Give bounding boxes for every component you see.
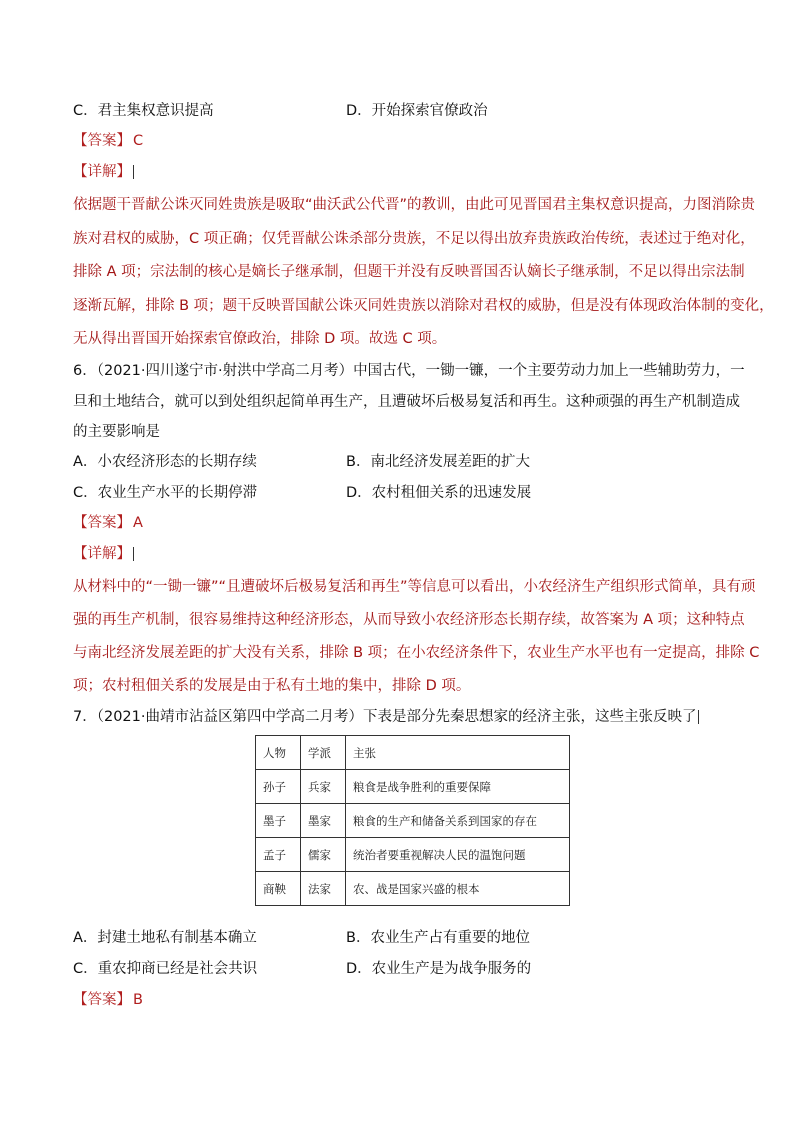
table-cell: 统治者要重视解决人民的温饱问题 (346, 838, 570, 872)
q7-option-d: D．农业生产是为战争服务的 (346, 961, 532, 977)
detail-label: 【详解】 (73, 546, 131, 562)
table-cell: 墨子 (256, 804, 301, 838)
table-cell: 粮食是战争胜利的重要保障 (346, 770, 570, 804)
q7-option-c: C．重农抑商已经是社会共识 (73, 961, 258, 977)
q5-option-c: C．君主集权意识提高 (73, 103, 214, 119)
text-cursor (133, 165, 134, 179)
text-cursor (698, 710, 699, 724)
table-row (256, 838, 570, 872)
table-header-cell: 主张 (346, 736, 570, 770)
q7-stem (73, 707, 699, 727)
text-cursor (133, 547, 134, 561)
table-row (256, 804, 570, 838)
table-cell: 孙子 (256, 770, 301, 804)
q7-table (255, 735, 570, 906)
q5-explanation-line: 依据题干晋献公诛灭同姓贵族是吸取“曲沃武公代晋”的教训，由此可见晋国君主集权意识提高，力图消除贵 (73, 197, 756, 213)
detail-label: 【详解】 (73, 164, 131, 180)
table-cell: 兵家 (301, 770, 346, 804)
answer-value: C (133, 133, 144, 149)
q6-explanation-line: 强的再生产机制，很容易维持这种经济形态，从而导致小农经济形态长期存续，故答案为 A 项；这种特点 (73, 612, 745, 628)
q5-answer (73, 131, 143, 151)
q6-option-b: B．南北经济发展差距的扩大 (346, 454, 530, 470)
q6-detail-label (73, 544, 134, 564)
table-cell: 儒家 (301, 838, 346, 872)
q5-explanation-line: 逐渐瓦解，排除 B 项；题干反映晋国献公诛灭同姓贵族以消除对君权的威胁，但是没有体现政治体制的变化， (73, 298, 774, 314)
q7-answer (73, 990, 143, 1010)
q5-explanation-line: 排除 A 项；宗法制的核心是嫡长子继承制，但题干并没有反映晋国否认嫡长子继承制，不足以得出宗法制 (73, 264, 745, 280)
q5-explanation-line: 无从得出晋国开始探索官僚政治，排除 D 项。故选 C 项。 (73, 331, 447, 347)
table-header-cell: 人物 (256, 736, 301, 770)
table-cell: 墨家 (301, 804, 346, 838)
q6-option-d: D．农村租佃关系的迅速发展 (346, 485, 532, 501)
table-cell: 孟子 (256, 838, 301, 872)
q5-option-d: D．开始探索官僚政治 (346, 103, 488, 119)
table-row (256, 770, 570, 804)
q6-explanation-line: 项；农村租佃关系的发展是由于私有土地的集中，排除 D 项。 (73, 678, 471, 694)
answer-value: A (133, 515, 143, 531)
q6-explanation-line: 从材料中的“一锄一镰”“且遭破坏后极易复活和再生”等信息可以看出，小农经济生产组织形式简单，具有顽 (73, 579, 756, 595)
q7-option-a: A．封建土地私有制基本确立 (73, 930, 257, 946)
table-row (256, 872, 570, 906)
q6-stem-line: 旦和土地结合，就可以到处组织起简单再生产，且遭破坏后极易复活和再生。这种顽强的再生产机制造成 (73, 394, 740, 410)
table-header-cell: 学派 (301, 736, 346, 770)
table-cell: 粮食的生产和储备关系到国家的存在 (346, 804, 570, 838)
answer-value: B (133, 992, 143, 1008)
answer-label: 【答案】 (73, 992, 131, 1008)
q7-option-b: B．农业生产占有重要的地位 (346, 930, 530, 946)
answer-label: 【答案】 (73, 515, 131, 531)
q6-option-a: A．小农经济形态的长期存续 (73, 454, 257, 470)
table-header-row (256, 736, 570, 770)
table-cell: 农、战是国家兴盛的根本 (346, 872, 570, 906)
q5-detail-label (73, 162, 134, 182)
answer-label: 【答案】 (73, 133, 131, 149)
q6-stem-line: 的主要影响是 (73, 424, 160, 440)
q5-explanation-line: 族对君权的威胁，C 项正确；仅凭晋献公诛杀部分贵族，不足以得出放弃贵族政治传统，表述过于绝对化， (73, 231, 755, 247)
table-cell: 法家 (301, 872, 346, 906)
q6-explanation-line: 与南北经济发展差距的扩大没有关系，排除 B 项；在小农经济条件下，农业生产水平也有一定提高，排除 C (73, 645, 760, 661)
table-cell: 商鞅 (256, 872, 301, 906)
q6-stem-line: 6．（2021·四川遂宁市·射洪中学高二月考）中国古代，一锄一镰，一个主要劳动力加上一些辅助劳力，一 (73, 363, 745, 379)
q6-option-c: C．农业生产水平的长期停滞 (73, 485, 258, 501)
q6-answer (73, 513, 143, 533)
q7-stem-text: 7．（2021·曲靖市沾益区第四中学高二月考）下表是部分先秦思想家的经济主张，这些主张反映了 (73, 709, 697, 725)
